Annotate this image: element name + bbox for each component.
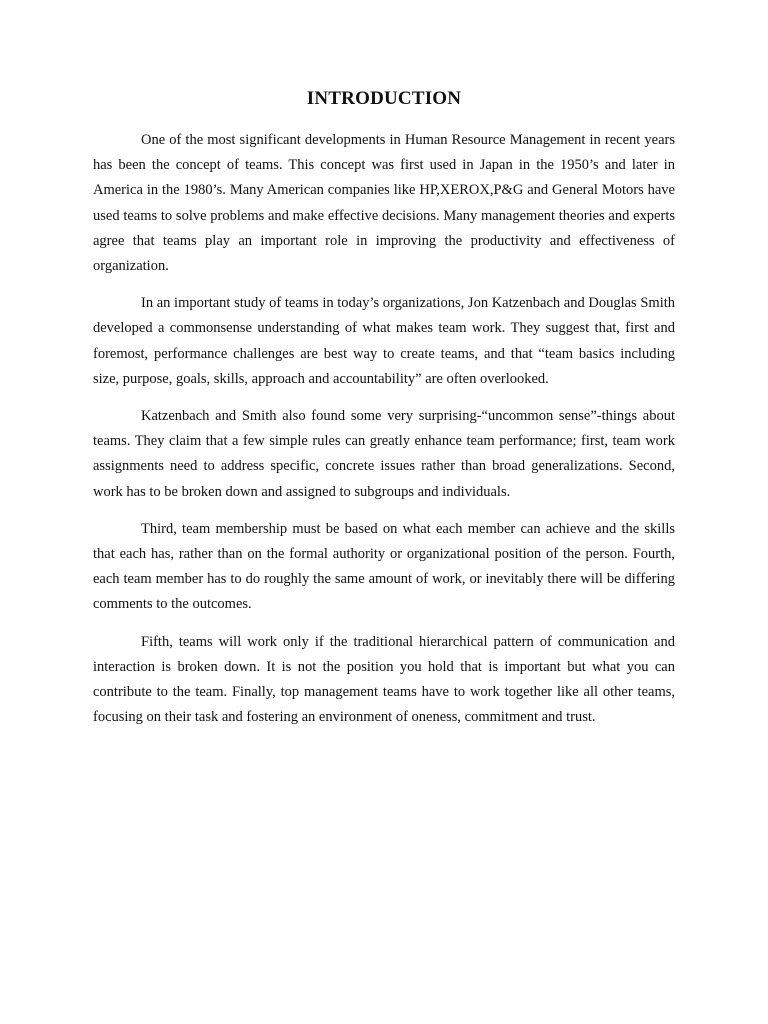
paragraph-3: Katzenbach and Smith also found some very surprising-“uncommon sense”-things about teams. They claim that a few simple rules can greatly enhance team performance; first, team work assignments need to address specific, concrete issues rather than broad generalizations. Second, work has to be broken down and assigned to subgroups and individuals. bbox=[93, 408, 675, 500]
page-title: INTRODUCTION bbox=[306, 88, 462, 109]
paragraph-2: In an important study of teams in today’s organizations, Jon Katzenbach and Douglas Smith developed a commonsense understanding of what makes team work. They suggest that, first and foremost, performance challenges are best way to create teams, and that “team basics including size, purpose, goals, skills, approach and accountability” are often overlooked. bbox=[93, 295, 675, 387]
paragraph-5: Fifth, teams will work only if the traditional hierarchical pattern of communication and interaction is broken down. It is not the position you hold that is important but what you can contribute to the team. Finally, top management teams have to work together like all other teams, focusing on their task and fostering an environment of oneness, commitment and trust. bbox=[93, 633, 675, 726]
paragraph-1: One of the most significant developments in Human Resource Management in recent years has been the concept of teams. This concept was first used in Japan in the 1950’s and later in America in the 1980’s. Many American companies like HP,XEROX,P&G and General Motors have used teams to solve problems and make effective decisions. Many management theories and experts agree that teams play an important role in improving the productivity and effectiveness of organization. bbox=[93, 132, 675, 275]
paragraph-4: Third, team membership must be based on what each member can achieve and the skills that each has, rather than on the formal authority or organizational position of the person. Fourth, each team member has to do roughly the same amount of work, or inevitably there will be differing comments to the outcomes. bbox=[93, 520, 675, 613]
